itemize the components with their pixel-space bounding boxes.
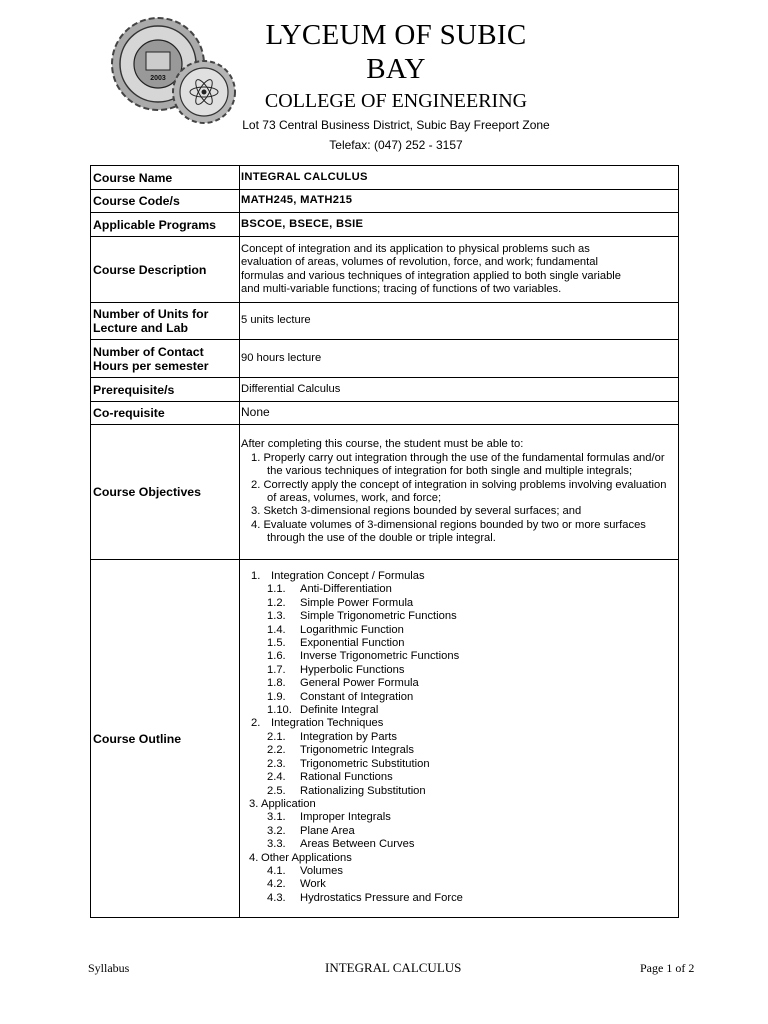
letterhead — [236, 18, 556, 154]
outline-item-number: 3.3. — [267, 838, 286, 851]
table-row — [91, 166, 679, 190]
outline-item-number: 2.4. — [267, 771, 286, 784]
description-line: formulas and various techniques of integration applied to both single variable — [241, 269, 621, 282]
outline-item — [241, 825, 678, 838]
engineering-gear-icon — [173, 61, 235, 123]
description-label: Course Description — [91, 237, 240, 303]
outline-item-text: Simple Power Formula — [300, 596, 414, 609]
page-number: Page 1 of 2 — [640, 961, 695, 975]
outline-item-number: 4.3. — [267, 891, 286, 904]
footer-title: INTEGRAL CALCULUS — [325, 960, 462, 975]
outline-item-text: Hyperbolic Functions — [300, 663, 405, 676]
outline-item-number: 1.10. — [267, 704, 292, 717]
table-row — [91, 340, 679, 378]
school-logos — [108, 14, 240, 126]
outline-item-text: Rationalizing Substitution — [300, 784, 426, 797]
course-name-label: Course Name — [91, 166, 240, 190]
objective-item: 3. Sketch 3-dimensional regions bounded by several surfaces; and — [251, 505, 582, 518]
contact-hours-label-line: Hours per semester — [93, 358, 209, 373]
outline-section-title: Application — [261, 797, 316, 810]
outline-item-text: Simple Trigonometric Functions — [300, 610, 457, 623]
contact-hours-value: 90 hours lecture — [240, 340, 679, 378]
outline-item-number: 1.8. — [267, 677, 286, 690]
outline-item-text: Trigonometric Integrals — [300, 744, 414, 757]
outline-item — [241, 771, 678, 784]
outline-item — [241, 731, 678, 744]
outline-section-title: Integration Concept / Formulas — [271, 570, 425, 582]
outline-section — [241, 852, 678, 865]
contact-hours-label — [91, 340, 240, 378]
outline-item-number: 1.6. — [267, 650, 286, 663]
outline-item-number: 1.2. — [267, 596, 286, 609]
table-row — [91, 237, 679, 303]
table-row — [91, 213, 679, 237]
outline-label: Course Outline — [91, 560, 240, 918]
description-value — [240, 237, 679, 303]
outline-item — [241, 878, 678, 891]
outline-section-number: 1. — [251, 570, 261, 582]
outline-item — [241, 583, 678, 596]
outline-item-number: 4.1. — [267, 864, 286, 877]
corequisite-value: None — [240, 402, 679, 425]
seal-year-text: 2003 — [150, 75, 166, 82]
outline-item-text: Rational Functions — [300, 771, 393, 784]
outline-item — [241, 838, 678, 851]
course-code-value: MATH245, MATH215 — [240, 190, 679, 213]
outline-item-text: Integration by Parts — [300, 730, 398, 743]
outline-section-title: Integration Techniques — [271, 717, 384, 730]
outline-item — [241, 677, 678, 690]
units-value: 5 units lecture — [240, 303, 679, 340]
telefax: Telefax: (047) 252 - 3157 — [329, 138, 463, 152]
outline-item-text: Inverse Trigonometric Functions — [300, 650, 460, 663]
programs-value: BSCOE, BSECE, BSIE — [240, 213, 679, 237]
objectives-value — [240, 425, 679, 560]
outline-value — [240, 560, 679, 918]
outline-item — [241, 637, 678, 650]
address: Lot 73 Central Business District, Subic Bay Freeport Zone — [242, 118, 550, 132]
table-row — [91, 425, 679, 560]
outline-item-text: Exponential Function — [300, 637, 405, 650]
outline-section — [241, 717, 678, 730]
outline-item-number: 1.5. — [267, 637, 286, 650]
outline-item — [241, 610, 678, 623]
outline-section-number: 4. — [249, 851, 259, 864]
prerequisite-value: Differential Calculus — [240, 378, 679, 402]
outline-item-text: Plane Area — [300, 824, 355, 837]
units-label-line: Lecture and Lab — [93, 321, 188, 335]
outline-item — [241, 758, 678, 771]
outline-item-text: Anti-Differentiation — [300, 583, 392, 596]
outline-section — [241, 570, 678, 583]
outline-item — [241, 704, 678, 717]
objectives-list — [241, 452, 678, 546]
objectives-label: Course Objectives — [91, 425, 240, 560]
table-row — [91, 190, 679, 213]
description-line: evaluation of areas, volumes of revolution, force, and work; fundamental — [241, 256, 598, 269]
outline-item-text: Definite Integral — [300, 704, 379, 717]
syllabus-table — [90, 165, 679, 918]
objective-item: 2. Correctly apply the concept of integration in solving problems involving evaluation of areas, volumes, work, and force; — [251, 478, 667, 504]
outline-item-number: 2.1. — [267, 730, 286, 743]
outline-item-number: 1.3. — [267, 610, 286, 623]
outline-item — [241, 664, 678, 677]
table-row — [91, 402, 679, 425]
outline-item-text: Hydrostatics Pressure and Force — [300, 891, 463, 904]
outline-item-number: 4.2. — [267, 878, 286, 891]
description-line: and multi-variable functions; tracing of functions of two variables. — [241, 282, 562, 295]
units-label-line: Number of Units for — [93, 307, 209, 321]
outline-section-title: Other Applications — [261, 851, 352, 864]
outline-item-text: Trigonometric Substitution — [300, 757, 430, 770]
outline-item-number: 2.5. — [267, 784, 286, 797]
corequisite-label: Co-requisite — [91, 402, 240, 425]
outline-item-text: Work — [300, 878, 326, 891]
outline-item — [241, 650, 678, 663]
outline-item-text: General Power Formula — [300, 677, 419, 690]
table-row — [91, 378, 679, 402]
outline-item — [241, 624, 678, 637]
outline-item-number: 3.2. — [267, 824, 286, 837]
outline-item — [241, 785, 678, 798]
footer-left: Syllabus — [88, 961, 130, 975]
outline-item-number: 2.2. — [267, 744, 286, 757]
outline-item-text: Constant of Integration — [300, 690, 414, 703]
outline-item-number: 1.4. — [267, 623, 286, 636]
outline-item-number: 1.1. — [267, 583, 286, 596]
outline-item-number: 2.3. — [267, 757, 286, 770]
school-name: LYCEUM OF SUBIC BAY — [265, 19, 527, 85]
course-code-label: Course Code/s — [91, 190, 240, 213]
objectives-intro: After completing this course, the student must be able to: — [241, 438, 524, 451]
prerequisite-label: Prerequisite/s — [91, 378, 240, 402]
contact-hours-label-line: Number of Contact — [93, 344, 204, 359]
outline-list — [241, 560, 678, 917]
outline-item-number: 3.1. — [267, 811, 286, 824]
outline-item — [241, 597, 678, 610]
table-row — [91, 303, 679, 340]
outline-item-number: 1.9. — [267, 690, 286, 703]
outline-item — [241, 865, 678, 878]
outline-item-text: Volumes — [300, 864, 343, 877]
table-row — [91, 560, 679, 918]
objective-item: 1. Properly carry out integration through the use of the fundamental formulas and/or the various techniques of integration for both single and multiple integrals; — [251, 451, 665, 478]
outline-item-text: Areas Between Curves — [300, 838, 415, 851]
outline-section-number: 3. — [249, 797, 259, 810]
description-line: Concept of integration and its application to physical problems such as — [241, 242, 590, 255]
outline-item — [241, 691, 678, 704]
outline-item-number: 1.7. — [267, 663, 286, 676]
outline-section-number: 2. — [251, 717, 261, 730]
units-label — [91, 303, 240, 340]
course-name-value: INTEGRAL CALCULUS — [240, 166, 679, 190]
objective-item: 4. Evaluate volumes of 3-dimensional regions bounded by two or more surfaces through the use of the double or triple integral. — [251, 518, 646, 545]
college-name: COLLEGE OF ENGINEERING — [264, 90, 528, 112]
outline-item — [241, 892, 678, 905]
outline-item — [241, 744, 678, 757]
outline-item-text: Logarithmic Function — [300, 623, 404, 636]
outline-item-text: Improper Integrals — [300, 811, 391, 824]
programs-label: Applicable Programs — [91, 213, 240, 237]
outline-item — [241, 811, 678, 824]
outline-section — [241, 798, 678, 811]
